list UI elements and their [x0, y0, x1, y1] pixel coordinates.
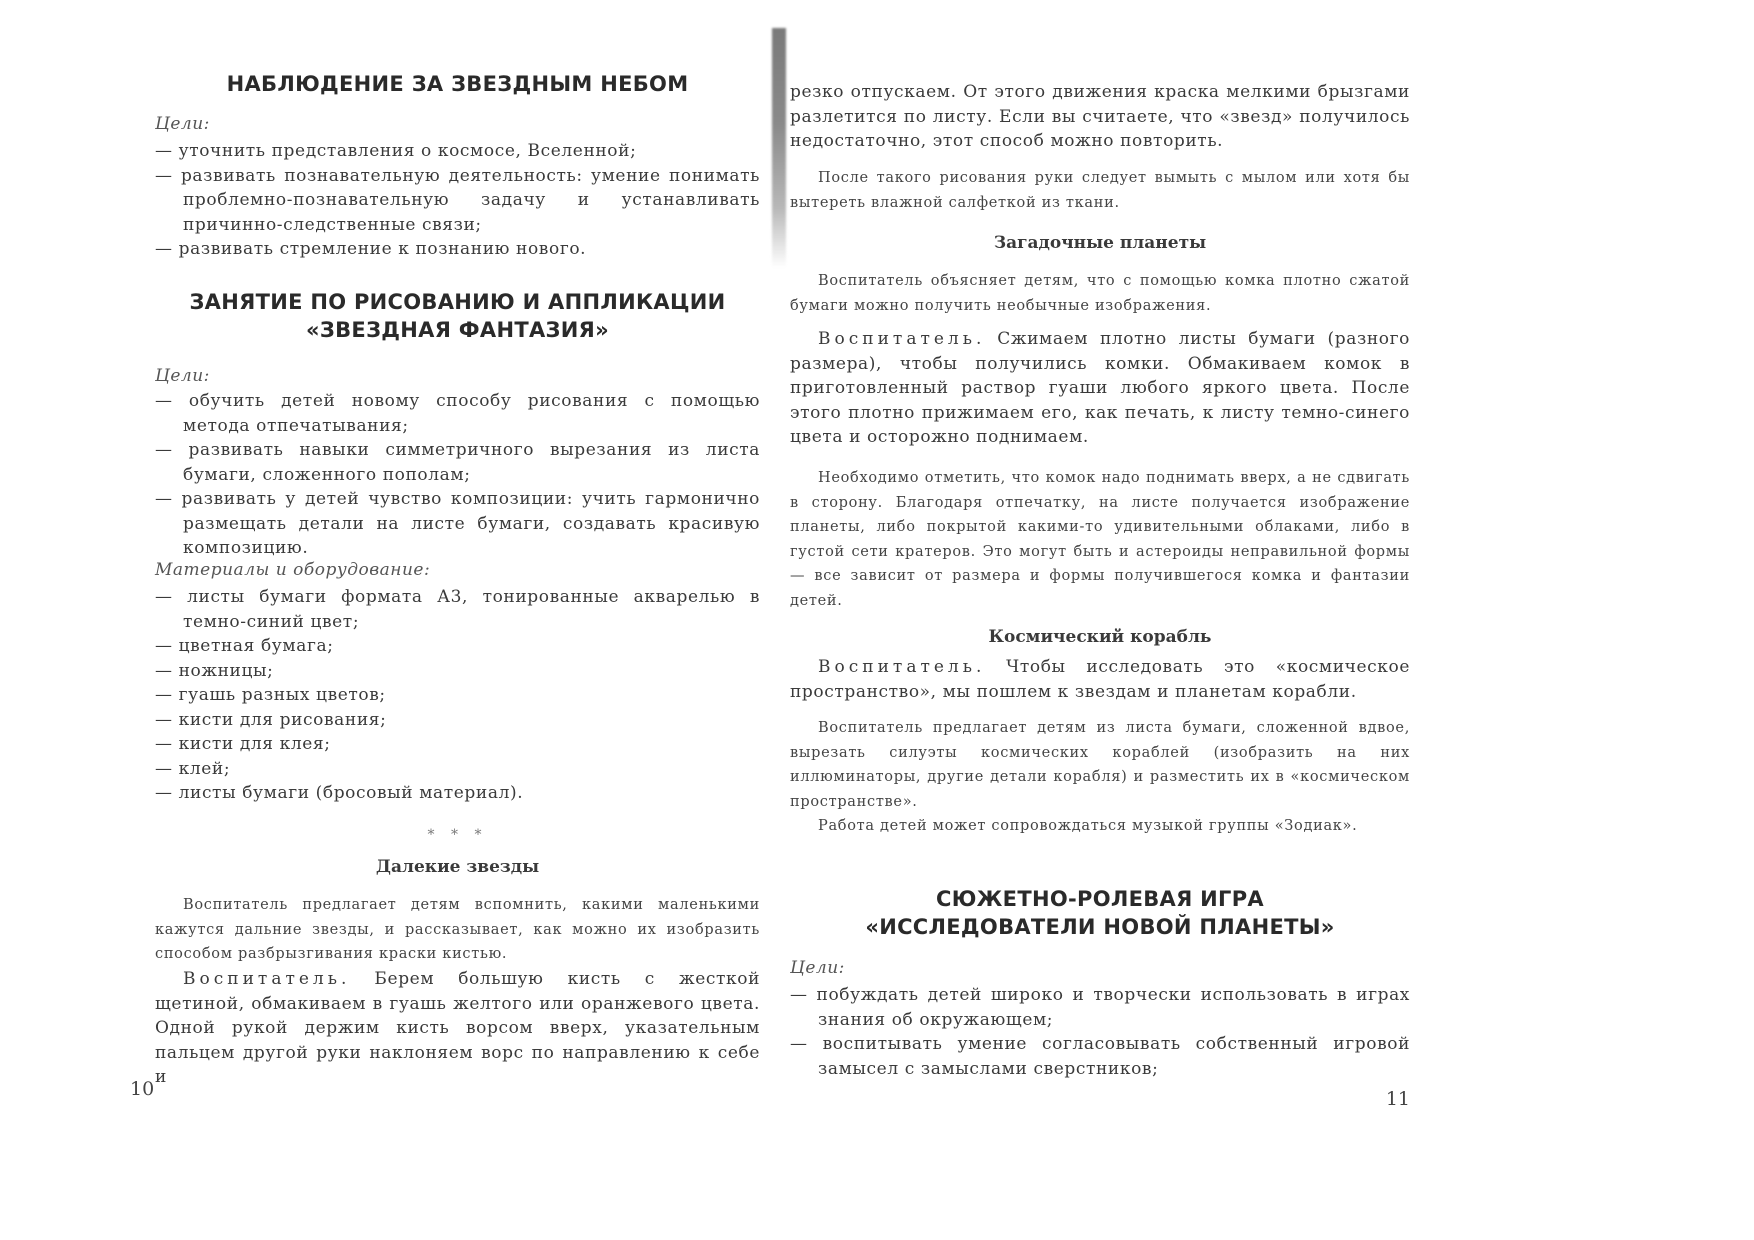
goals-label: Цели:	[790, 958, 845, 978]
hygiene-note: После такого рисования руки следует вымыть с мылом или хотя бы вытереть влажной салфеткой из ткани.	[790, 170, 1410, 211]
goal-item: — уточнить представления о космосе, Вселенной;	[155, 139, 760, 164]
goal-item: — развивать познавательную деятельность: умение понимать проблемно-познавательную задачу и устанавливать причинно-следственные связи;	[155, 164, 760, 238]
material-item: — листы бумаги (бросовый материал).	[155, 781, 760, 806]
goal-item: — побуждать детей широко и творчески использовать в играх знания об окружающем;	[790, 983, 1410, 1032]
material-item: — гуашь разных цветов;	[155, 683, 760, 708]
teacher-speech-paragraph: Воспитатель. Берем большую кисть с жесткой щетиной, обмакиваем в гуашь желтого или оранжевого цвета. Одной рукой держим кисть ворсом вверх, указательным пальцем другой руки наклоняем ворс по направлению к себе и	[155, 969, 760, 1087]
page-number: 11	[1385, 1088, 1410, 1110]
materials-label: Материалы и оборудование:	[155, 560, 431, 580]
material-item: — кисти для рисования;	[155, 708, 760, 733]
continuation-paragraph: резко отпускаем. От этого движения краска мелкими брызгами разлетится по листу. Если вы считаете, что «звезд» получилось недостаточно, этот способ можно повторить.	[790, 82, 1410, 151]
materials-list	[155, 585, 760, 806]
section-title-role-play: СЮЖЕТНО-РОЛЕВАЯ ИГРА «ИССЛЕДОВАТЕЛИ НОВОЙ ПЛАНЕТЫ»	[865, 887, 1335, 939]
intro-paragraph: Воспитатель объясняет детям, что с помощью комка плотно сжатой бумаги можно получить необычные изображения.	[790, 273, 1410, 314]
subsection-title-spaceship: Космический корабль	[988, 627, 1212, 647]
goal-item: — воспитывать умение согласовывать собственный игровой замысел с замыслами сверстников;	[790, 1032, 1410, 1081]
page-number: 10	[130, 1078, 155, 1100]
material-item: — клей;	[155, 757, 760, 782]
goals-list	[155, 139, 760, 262]
section-separator: * * *	[427, 827, 488, 843]
goals-list	[790, 983, 1410, 1081]
goal-item: — развивать стремление к познанию нового.	[155, 237, 760, 262]
speaker-label: Воспитатель.	[183, 969, 351, 989]
teacher-speech-paragraph: Воспитатель. Чтобы исследовать это «космическое пространство», мы пошлем к звездам и планетам корабли.	[790, 657, 1410, 702]
teacher-speech-paragraph: Воспитатель. Сжимаем плотно листы бумаги (разного размера), чтобы получились комки. Обмакиваем комок в приготовленный раствор гуаши любого яркого цвета. После этого плотно прижимаем его, как печать, к листу темно-синего цвета и осторожно поднимаем.	[790, 329, 1410, 447]
material-item: — кисти для клея;	[155, 732, 760, 757]
subsection-title-distant-stars: Далекие звезды	[375, 857, 540, 877]
speaker-label: Воспитатель.	[818, 329, 986, 349]
intro-paragraph: Воспитатель предлагает детям вспомнить, какими маленькими кажутся дальние звезды, и рассказывает, как можно их изобразить способом разбрызгивания краски кистью.	[155, 897, 760, 962]
music-note: Работа детей может сопровождаться музыкой группы «Зодиак».	[818, 818, 1358, 834]
goal-item: — развивать навыки симметричного вырезания из листа бумаги, сложенного пополам;	[155, 438, 760, 487]
material-item: — ножницы;	[155, 659, 760, 684]
goal-item: — развивать у детей чувство композиции: учить гармонично размещать детали на листе бумаги, создавать красивую композицию.	[155, 487, 760, 561]
activity-note: Воспитатель предлагает детям из листа бумаги, сложенной вдвое, вырезать силуэты космических кораблей (изобразить на них иллюминаторы, другие детали корабля) и разместить их в «космическом пространстве».	[790, 720, 1410, 810]
speaker-label: Воспитатель.	[818, 657, 986, 677]
material-item: — листы бумаги формата А3, тонированные акварелью в темно-синий цвет;	[155, 585, 760, 634]
section-title-star-observation: НАБЛЮДЕНИЕ ЗА ЗВЕЗДНЫМ НЕБОМ	[226, 72, 689, 96]
goals-list	[155, 389, 760, 561]
material-item: — цветная бумага;	[155, 634, 760, 659]
section-title-drawing-lesson: ЗАНЯТИЕ ПО РИСОВАНИЮ И АППЛИКАЦИИ «ЗВЕЗДНАЯ ФАНТАЗИЯ»	[189, 290, 726, 342]
subsection-title-mysterious-planets: Загадочные планеты	[993, 233, 1207, 253]
book-spine-shadow	[772, 28, 786, 268]
technique-note: Необходимо отметить, что комок надо поднимать вверх, а не сдвигать в сторону. Благодаря отпечатку, на листе получается изображение планеты, либо покрытой какими-то удивительными облаками, либо в густой сети кратеров. Это могут быть и астероиды неправильной формы — все зависит от размера и формы получившегося комка и фантазии детей.	[790, 470, 1410, 609]
goal-item: — обучить детей новому способу рисования с помощью метода отпечатывания;	[155, 389, 760, 438]
goals-label: Цели:	[155, 114, 210, 134]
goals-label: Цели:	[155, 366, 210, 386]
